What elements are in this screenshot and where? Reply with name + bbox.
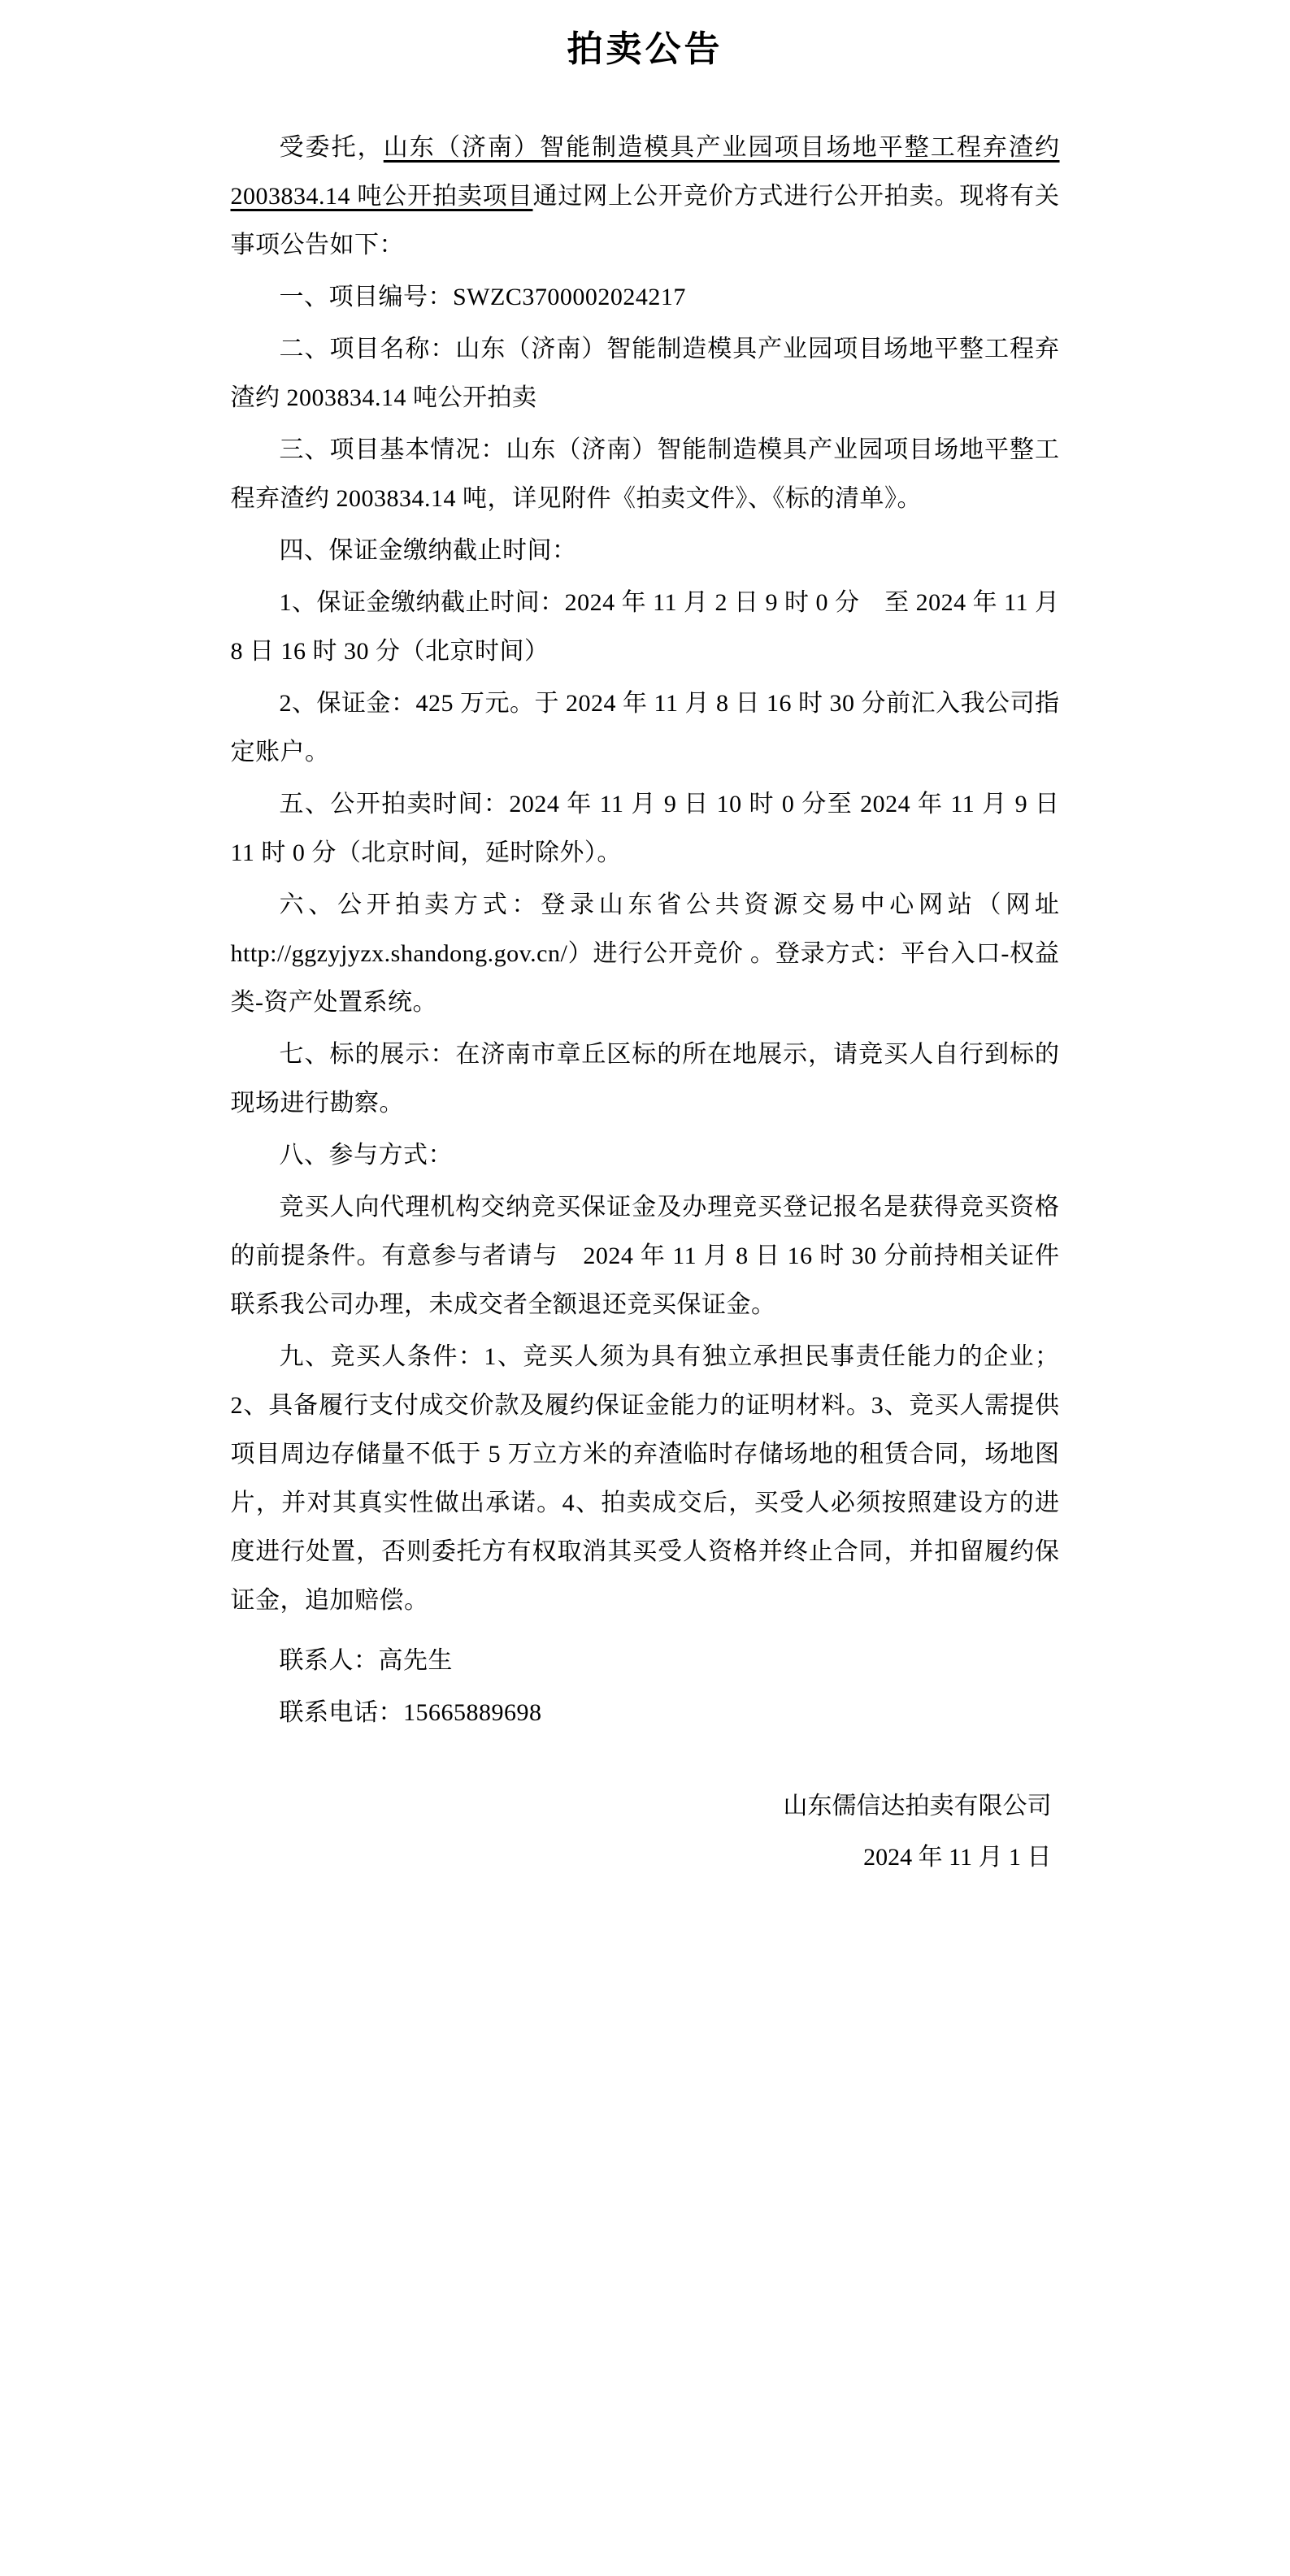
intro-underlined-subject: 山东（济南）智能制造模具产业园项目场地平整工程弃渣约 2003834.14 吨公开拍卖项目 — [230, 133, 1060, 210]
contact-person: 联系人：高先生 — [279, 1646, 453, 1674]
clause-7: 七、标的展示：在济南市章丘区标的所在地展示，请竞买人自行到标的现场进行勘察。 — [230, 1040, 1060, 1117]
clause-4: 四、保证金缴纳截止时间： — [279, 536, 577, 564]
clause-9: 九、竞买人条件：1、竞买人须为具有独立承担民事责任能力的企业；2、具备履行支付成交价款及履约保证金能力的证明材料。3、竞买人需提供项目周边存储量不低于 5 万立方米的弃渣临时存储场地的租赁合同，场地图片，并对其真实性做出承诺。4、拍卖成交后，买受人必须按照建设方的进度进行处置，否则委托方有权取消其买受人资格并终止合同，并扣留履约保证金，追加赔偿。 — [230, 1342, 1060, 1614]
signature-block — [231, 1783, 1060, 1880]
page-title: 拍卖公告 — [567, 29, 723, 69]
contact-phone: 联系电话：15665889698 — [279, 1698, 542, 1726]
document-body — [231, 124, 1060, 1880]
clause-4-sub-2: 2、保证金：425 万元。于 2024 年 11 月 8 日 16 时 30 分前汇入我公司指定账户。 — [230, 689, 1060, 765]
clause-2: 二、项目名称：山东（济南）智能制造模具产业园项目场地平整工程弃渣约 2003834.14 吨公开拍卖 — [230, 335, 1060, 411]
clause-3: 三、项目基本情况：山东（济南）智能制造模具产业园项目场地平整工程弃渣约 2003834.14 吨，详见附件《拍卖文件》、《标的清单》。 — [230, 436, 1060, 512]
contact-block — [231, 1637, 1060, 1737]
signature-date: 2024 年 11 月 1 日 — [863, 1843, 1052, 1871]
clause-8: 八、参与方式： — [279, 1141, 453, 1169]
intro-paragraph — [231, 124, 1060, 270]
clause-1: 一、项目编号：SWZC3700002024217 — [279, 283, 686, 310]
intro-prefix: 受委托， — [279, 133, 384, 161]
clause-4-sub-1: 1、保证金缴纳截止时间：2024 年 11 月 2 日 9 时 0 分 至 2024 年 11 月 8 日 16 时 30 分（北京时间） — [230, 588, 1060, 665]
signature-company: 山东儒信达拍卖有限公司 — [783, 1792, 1052, 1819]
clause-6: 六、公开拍卖方式：登录山东省公共资源交易中心网站（网址 http://ggzyjyzx.shandong.gov.cn/）进行公开竞价 。登录方式：平台入口-权益类-资产处置系统。 — [230, 891, 1060, 1016]
document-page — [0, 24, 1290, 2576]
clause-5: 五、公开拍卖时间：2024 年 11 月 9 日 10 时 0 分至 2024 年 11 月 9 日 11 时 0 分（北京时间，延时除外）。 — [230, 790, 1060, 866]
intro-suffix: 通过网上公开竞价方式进行公开拍卖。现将有关事项公告如下： — [230, 182, 1060, 258]
clause-8-detail: 竞买人向代理机构交纳竞买保证金及办理竞买登记报名是获得竞买资格的前提条件。有意参与者请与 2024 年 11 月 8 日 16 时 30 分前持相关证件联系我公司办理，未成交者全额退还竞买保证金。 — [230, 1193, 1060, 1318]
